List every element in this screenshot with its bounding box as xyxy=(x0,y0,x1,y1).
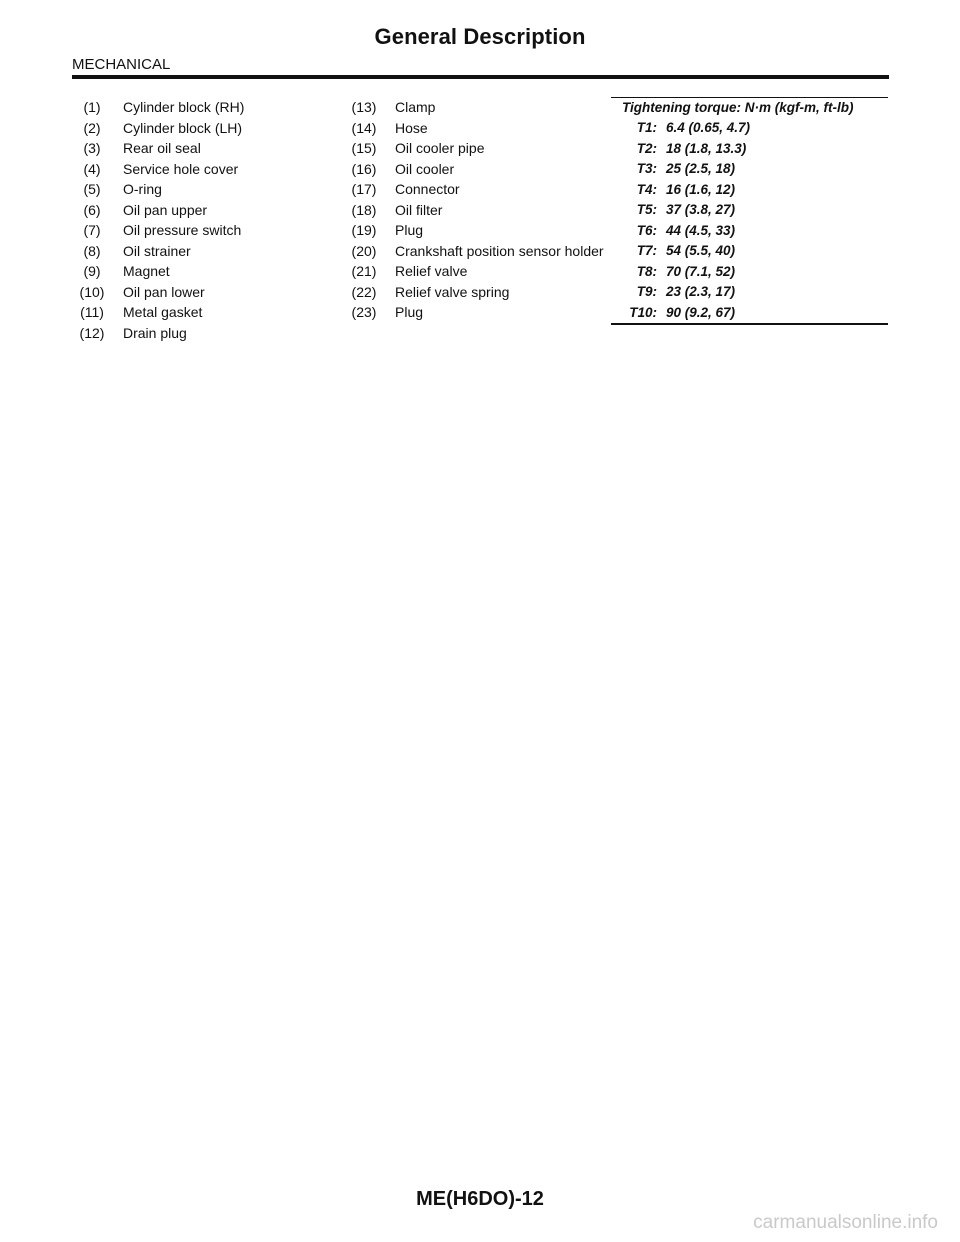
torque-code: T5: xyxy=(636,202,657,217)
legend-item-label: Oil pressure switch xyxy=(123,222,242,238)
legend-item-label: Oil filter xyxy=(395,201,443,218)
torque-code: T1: xyxy=(636,120,657,135)
legend-item-number: (20) xyxy=(351,242,377,259)
section-label: MECHANICAL xyxy=(72,56,171,73)
legend-item-number: (18) xyxy=(351,201,377,218)
torque-row xyxy=(611,180,888,201)
legend-item-label: Hose xyxy=(395,119,428,136)
legend-item-number: (9) xyxy=(83,263,101,279)
torque-row xyxy=(611,221,888,242)
legend-item-label: Oil pan lower xyxy=(123,283,205,300)
torque-code: T2: xyxy=(636,140,657,156)
legend-item-number: (4) xyxy=(83,160,101,177)
legend-item-label: Oil pan upper xyxy=(123,201,208,218)
legend-column-left xyxy=(72,97,244,343)
legend-item xyxy=(72,179,244,200)
torque-row xyxy=(611,159,888,180)
torque-code: T4: xyxy=(636,181,657,197)
legend-item xyxy=(72,220,244,241)
legend-item-number: (11) xyxy=(80,304,104,320)
legend-item xyxy=(344,302,604,323)
torque-value: 6.4 (0.65, 4.7) xyxy=(666,120,751,135)
legend-item xyxy=(344,179,604,200)
legend-item-label: Rear oil seal xyxy=(123,140,201,156)
legend-item-number: (22) xyxy=(351,283,377,300)
torque-code: T7: xyxy=(636,243,657,258)
torque-code: T6: xyxy=(636,222,657,238)
legend-item-label: Magnet xyxy=(123,263,170,279)
legend-item xyxy=(344,159,604,180)
legend-item-number: (17) xyxy=(351,181,377,197)
legend-item-label: Cylinder block (LH) xyxy=(123,119,243,136)
legend-item xyxy=(72,138,244,159)
torque-value: 54 (5.5, 40) xyxy=(666,243,736,258)
legend-item-label: Service hole cover xyxy=(123,160,239,177)
legend-item-label: Plug xyxy=(395,222,424,238)
legend-item-number: (21) xyxy=(351,263,377,279)
legend-item xyxy=(72,118,244,139)
torque-value: 70 (7.1, 52) xyxy=(666,263,736,279)
header-rule xyxy=(72,75,889,79)
torque-value: 23 (2.3, 17) xyxy=(666,284,736,299)
legend-item xyxy=(344,241,604,262)
legend-item-label: Cylinder block (RH) xyxy=(123,99,245,115)
torque-code: T8: xyxy=(636,263,657,279)
torque-row xyxy=(611,282,888,303)
torque-value: 90 (9.2, 67) xyxy=(666,304,736,320)
torque-table xyxy=(611,97,888,325)
torque-code: T9: xyxy=(636,284,657,299)
torque-code: T3: xyxy=(636,161,657,176)
torque-row xyxy=(611,200,888,221)
legend-item xyxy=(72,241,244,262)
legend-item-number: (2) xyxy=(83,119,101,136)
legend-item-number: (23) xyxy=(351,304,377,320)
legend-item xyxy=(72,200,244,221)
legend-item-number: (14) xyxy=(351,119,377,136)
legend-item-number: (6) xyxy=(83,201,101,218)
legend-item xyxy=(72,97,244,118)
legend-item-label: Oil cooler pipe xyxy=(395,140,485,156)
legend-item-number: (5) xyxy=(83,181,101,197)
legend-item-label: Plug xyxy=(395,304,424,320)
torque-row xyxy=(611,303,888,326)
legend-item xyxy=(344,282,604,303)
legend-item xyxy=(344,261,604,282)
legend-item xyxy=(72,261,244,282)
legend-item xyxy=(344,118,604,139)
torque-value: 44 (4.5, 33) xyxy=(666,222,736,238)
legend-item-number: (19) xyxy=(351,222,377,238)
legend-item-label: O-ring xyxy=(123,181,162,197)
legend-item-number: (15) xyxy=(351,140,377,156)
torque-value: 16 (1.6, 12) xyxy=(666,181,736,197)
torque-row xyxy=(611,262,888,283)
page-footer-id: ME(H6DO)-12 xyxy=(416,1188,544,1210)
legend-item-number: (16) xyxy=(351,160,377,177)
legend-item-label: Metal gasket xyxy=(123,304,203,320)
legend-item xyxy=(72,323,244,344)
legend-item-number: (7) xyxy=(83,222,101,238)
legend-item-label: Drain plug xyxy=(123,324,187,341)
legend-item-label: Clamp xyxy=(395,99,436,115)
torque-row xyxy=(611,241,888,262)
legend-item-number: (1) xyxy=(83,99,101,115)
legend-item-number: (12) xyxy=(79,324,105,341)
watermark: carmanualsonline.info xyxy=(753,1212,938,1233)
legend-item-label: Oil strainer xyxy=(123,242,191,259)
legend-item-label: Crankshaft position sensor holder xyxy=(395,242,604,259)
torque-table-header: Tightening torque: N·m (kgf-m, ft-lb) xyxy=(611,97,888,118)
legend-column-middle xyxy=(344,97,604,323)
torque-value: 18 (1.8, 13.3) xyxy=(666,140,747,156)
legend-item-label: Oil cooler xyxy=(395,160,455,177)
legend-item xyxy=(344,138,604,159)
legend-item xyxy=(344,200,604,221)
legend-item-number: (13) xyxy=(351,99,377,115)
legend-item-label: Relief valve spring xyxy=(395,283,510,300)
legend-item-label: Connector xyxy=(395,181,460,197)
legend-item-number: (3) xyxy=(83,140,101,156)
torque-code: T10: xyxy=(629,304,657,320)
legend-item xyxy=(72,302,244,323)
page-title: General Description xyxy=(374,24,586,49)
legend-item xyxy=(72,282,244,303)
torque-row xyxy=(611,118,888,139)
legend-item xyxy=(344,97,604,118)
torque-value: 37 (3.8, 27) xyxy=(666,202,736,217)
torque-value: 25 (2.5, 18) xyxy=(666,161,736,176)
legend-item-number: (8) xyxy=(83,242,101,259)
legend-item-number: (10) xyxy=(79,283,105,300)
legend-item-label: Relief valve xyxy=(395,263,468,279)
legend-item xyxy=(344,220,604,241)
legend-item xyxy=(72,159,244,180)
torque-row xyxy=(611,139,888,160)
